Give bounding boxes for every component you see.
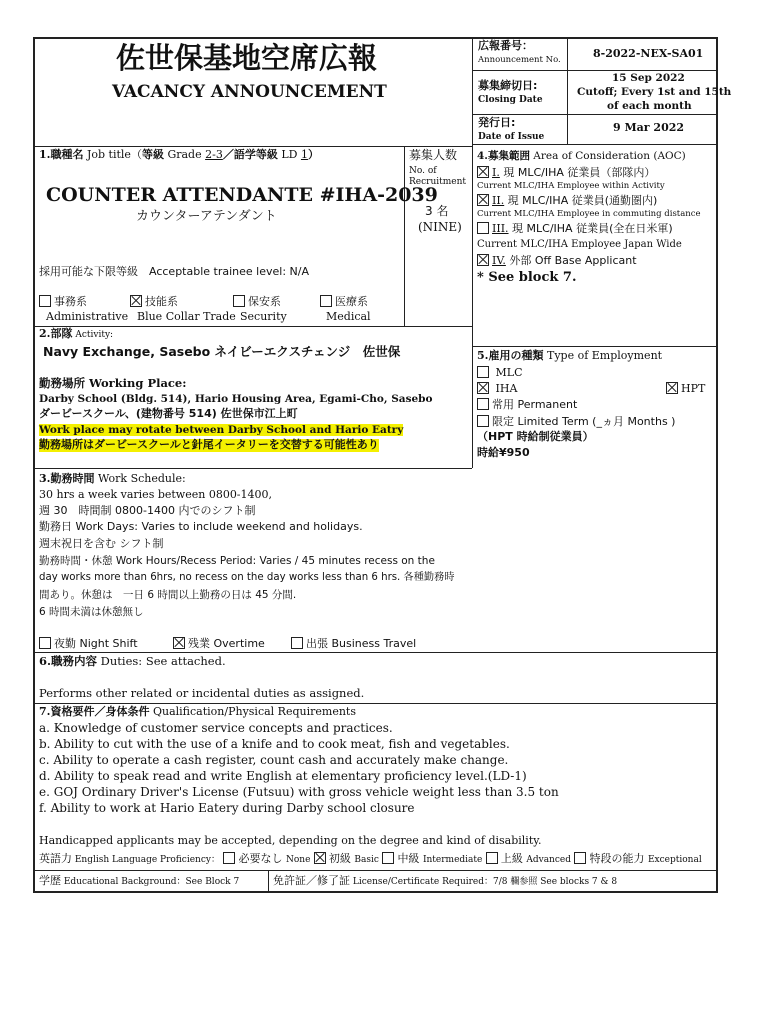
option-overtime: 残業 Overtime [173,637,265,651]
requirement-f: f. Ability to work at Hario Eatery during Darby school closure [39,801,415,815]
checkbox-overtime[interactable] [173,637,185,649]
schedule-line-7: 間あり。休憩は 一日 6 時間以上勤務の日は 45 分間. [39,589,297,601]
checkbox-aoc-1[interactable] [477,166,489,178]
closing-date-cutoff: Cutoff; Every 1st and 15th [577,86,732,98]
license-required: 免許証／修了証 License/Certificate Required：7/8 欄参照 See blocks 7 & 8 [273,874,618,887]
title-jp: 佐世保基地空席広報 [116,41,378,75]
schedule-line-8: 6 時間未満は休憩無し [39,606,144,618]
aoc-item-1-en: Current MLC/IHA Employee within Activity [477,181,665,191]
block7-heading: 7.資格要件／身体条件 Qualification/Physical Requirements [39,705,356,718]
option-night-shift: 夜勤 Night Shift [39,637,138,651]
working-place-label: 勤務場所 Working Place: [39,376,187,390]
category-administrative: 事務系 [39,295,87,309]
checkbox-limited[interactable] [477,415,489,427]
category-medical-en: Medical [326,310,371,323]
recruitment-label-jp: 募集人数 [409,148,458,162]
see-block-7: * See block 7. [477,270,577,285]
aoc-item-2: II. 現 MLC/IHA 従業員(通勤圏内) [477,194,657,208]
recruitment-count-jp: 3 名 [425,204,449,218]
recruitment-label-en: No. of [409,166,437,176]
checkbox-medical[interactable] [320,295,332,307]
aoc-item-2-en: Current MLC/IHA Employee in commuting distance [477,209,701,219]
employment-mlc: MLC [477,366,522,380]
schedule-line-1: 30 hrs a week varies between 0800-1400, [39,488,273,501]
employment-limited: 限定 Limited Term (_ヵ月 Months ) [477,415,675,429]
educational-background: 学歴 Educational Background：See Block 7 [39,874,240,887]
checkbox-english-none[interactable] [223,852,235,864]
closing-date-label-en: Closing Date [478,95,543,105]
category-security: 保安系 [233,295,281,309]
checkbox-english-basic[interactable] [314,852,326,864]
closing-date-label-jp: 募集締切日: [478,79,538,92]
schedule-line-6: day works more than 6hrs, no recess on the day works less than 6 hrs. 各種勤務時 [39,572,455,583]
category-blue-collar: 技能系 [130,295,178,309]
checkbox-english-advanced[interactable] [486,852,498,864]
block6-heading: 6.職務内容 Duties: See attached. [39,654,226,668]
schedule-line-3: 勤務日 Work Days: Varies to include weekend and holidays. [39,520,363,533]
rotation-note-jp: 勤務場所はダービースクールと針尾イータリーを交替する可能性あり [39,438,379,451]
block3-heading: 3.勤務時間 Work Schedule: [39,472,186,485]
checkbox-business-travel[interactable] [291,637,303,649]
announcement-no-label-en: Announcement No. [478,55,561,65]
aoc-item-3-en: Current MLC/IHA Employee Japan Wide [477,239,682,250]
schedule-line-5: 勤務時間・休憩 Work Hours/Recess Period: Varies / 45 minutes recess on the [39,555,435,567]
employment-iha: IHA [477,382,517,396]
checkbox-night-shift[interactable] [39,637,51,649]
checkbox-aoc-4[interactable] [477,254,489,266]
category-administrative-en: Administrative [46,310,129,323]
job-title-en: COUNTER ATTENDANTE #IHA-2039 [46,184,438,206]
hpt-note: （HPT 時給制従業員） [477,430,594,443]
issue-date-label-jp: 発行日: [478,116,516,129]
category-security-en: Security [240,310,287,323]
checkbox-english-intermediate[interactable] [382,852,394,864]
checkbox-administrative[interactable] [39,295,51,307]
handicap-note: Handicapped applicants may be accepted, depending on the degree and kind of disability. [39,834,542,847]
schedule-line-2: 週 30 時間制 0800-1400 内でのシフト制 [39,504,256,517]
other-duties: Performs other related or incidental duties as assigned. [39,686,365,700]
title-en: VACANCY ANNOUNCEMENT [112,82,387,102]
checkbox-permanent[interactable] [477,398,489,410]
checkbox-mlc[interactable] [477,366,489,378]
announcement-no-label-jp: 広報番号： [478,39,533,52]
requirement-b: b. Ability to cut with the use of a knife and to cook meat, fish and vegetables. [39,737,510,751]
job-title-jp: カウンターアテンダント [136,209,277,224]
hourly-wage: 時給¥950 [477,446,530,459]
working-place-en: Darby School (Bldg. 514), Hario Housing Area, Egami-Cho, Sasebo [39,393,433,405]
aoc-item-1: I. 現 MLC/IHA 従業員（部隊内） [477,166,655,180]
checkbox-blue-collar[interactable] [130,295,142,307]
requirement-c: c. Ability to operate a cash register, count cash and accurately make change. [39,753,509,767]
aoc-item-3: III. 現 MLC/IHA 従業員(全在日米軍) [477,222,673,236]
checkbox-iha[interactable] [477,382,489,394]
working-place-jp: ダービースクール、(建物番号 514) 佐世保市江上町 [39,407,298,420]
block1-heading: 1.職種名 Job title（等級 Grade 2-3／語学等級 LD 1） [39,148,319,161]
checkbox-hpt[interactable] [666,382,678,394]
aoc-item-4: IV. 外部 Off Base Applicant [477,254,637,268]
category-medical: 医療系 [320,295,368,309]
announcement-no-value: 8-2022-NEX-SA01 [593,47,704,60]
category-blue-collar-en: Blue Collar Trade [137,310,236,323]
option-business-travel: 出張 Business Travel [291,637,416,651]
checkbox-aoc-2[interactable] [477,194,489,206]
english-proficiency: 英語力 English Language Proficiency： 必要なし None 初級 Basic 中級 Intermediate 上級 Advanced 特段の能力 Exceptional [39,852,702,865]
checkbox-aoc-3[interactable] [477,222,489,234]
recruitment-label-en-2: Recruitment [409,177,467,187]
block2-heading: 2.部隊 Activity: [39,327,114,340]
rotation-note-en: Work place may rotate between Darby School and Hario Eatry [39,424,404,436]
closing-date-cutoff-2: of each month [607,100,692,112]
activity-name: Navy Exchange, Sasebo ネイビーエクスチェンジ 佐世保 [43,344,401,359]
employment-permanent: 常用 Permanent [477,398,577,412]
requirement-d: d. Ability to speak read and write English at elementary proficiency level.(LD-1) [39,769,527,783]
recruitment-count-en: (NINE) [418,220,462,234]
checkbox-security[interactable] [233,295,245,307]
trainee-level: 採用可能な下限等級 Acceptable trainee level: N/A [39,265,309,278]
closing-date-value: 15 Sep 2022 [612,72,685,84]
issue-date-label-en: Date of Issue [478,132,545,142]
requirement-a: a. Knowledge of customer service concepts and practices. [39,721,393,735]
checkbox-english-exceptional[interactable] [574,852,586,864]
issue-date-value: 9 Mar 2022 [613,121,685,134]
block4-heading: 4.募集範囲 Area of Consideration (AOC) [477,150,686,162]
block5-heading: 5.雇用の種類 Type of Employment [477,349,663,362]
schedule-line-4: 週末祝日を含む シフト制 [39,537,164,550]
grade-value: 2-3 [205,148,223,161]
ld-value: 1 [300,148,308,161]
employment-hpt: HPT [666,382,705,396]
requirement-e: e. GOJ Ordinary Driver's License (Futsuu) with gross vehicle weight less than 3.5 ton [39,785,559,799]
